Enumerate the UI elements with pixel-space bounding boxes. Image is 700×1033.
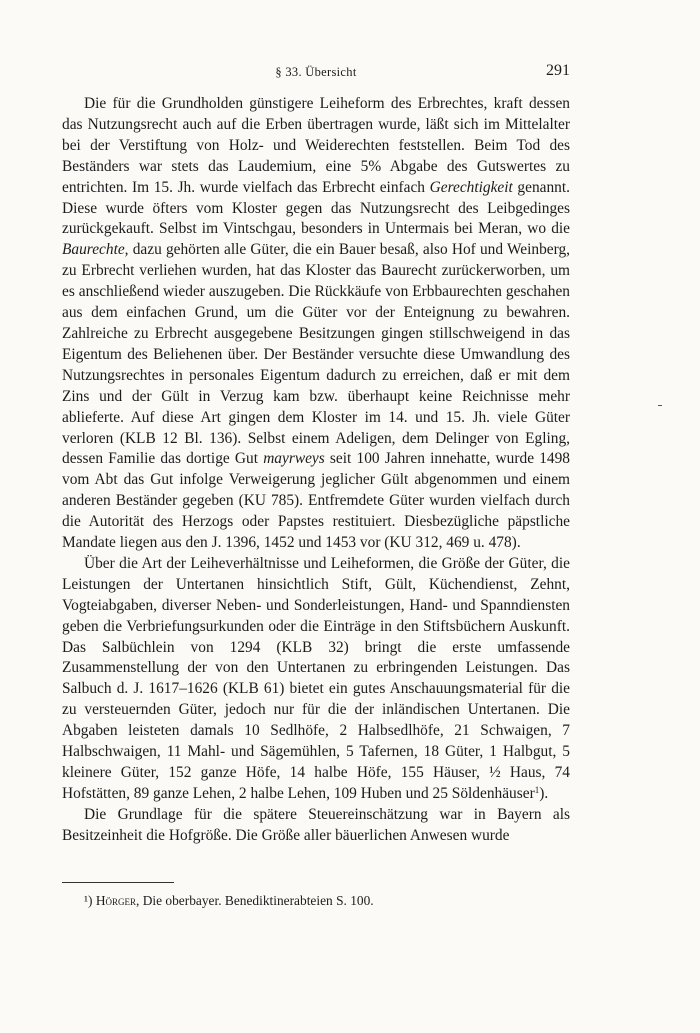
paragraph-text: Über die Art der Leiheverhältnisse und Leiheformen, die Größe der Güter, die Leistungen der Untertanen hinsichtlich Stift, Gült, Küchendienst, Zehnt, Vogteiabgaben, diverser Neben- und Sonderleistungen, Hand- und Spanndiensten geben die Verbriefungsurkunden oder die Einträge in den Stiftsbüchern Auskunft. Das Salbüchlein von 1294 (KLB 32) bringt die erste umfassende Zusammenstellung der von den Untertanen zu erbringenden Leistungen. Das Salbuch d. J. 1617–1626 (KLB 61) bietet ein gutes Anschauungsmaterial für die zu versteuernden Güter, jedoch nur für die der inländischen Untertanen. Die Abgaben leisteten damals 10 Sedlhöfe, 2 Halbsedlhöfe, 21 Schwaigen, 7 Halbschwaigen, 11 Mahl- und Sägemühlen, 5 Tafernen, 18 Güter, 1 Halbgut, 5 kleinere Güter, 152 ganze Höfe, 14 halbe Höfe, 155 Häuser, ½ Haus, 74 Hofstätten, 89 ganze Lehen, 2 halbe Lehen, 109 Huben und 25 Söldenhäuser [62,554,570,802]
footnote-text: , Die oberbayer. Benediktinerabteien S. 100. [136,893,374,908]
footnote [84,892,570,910]
book-page [62,0,570,1033]
page-number: 291 [546,62,570,79]
footnote-marker: ¹) [84,893,93,908]
footnote-divider [62,882,174,883]
body-text [62,94,570,847]
footnote-author: Hörger [95,893,137,908]
running-head [62,62,570,82]
paragraph-text: genannt. Diese wurde öfters vom Kloster gegen das Nutzungsrecht des Leibgedinges zurückgekauft. Selbst im Vintschgau, besonders in Untermais bei Meran, wo die [62,178,570,238]
paragraph-text: seit 100 Jahren innehatte, wurde 1498 vom Abt das Gut infolge Verweigerung jeglicher Gült abgenommen und einem anderen Beständer gegeben (KU 785). Entfremdete Güter wurden vielfach durch die Autorität des Herzogs oder Papstes restituiert. Diesbezügliche päpstliche Mandate liegen aus den J. 1396, 1452 und 1453 vor (KU 312, 469 u. 478). [62,450,570,552]
running-title: § 33. Übersicht [275,65,357,79]
body-paragraph [62,805,570,847]
italic-term: Gerechtigkeit [429,178,513,196]
paragraph-text: dazu gehörten alle Güter, die ein Bauer besaß, also Hof und Weinberg, zu Erbrecht verliehen wurden, hat das Kloster das Baurecht zurückerworben, um es anschließend wieder auszugeben. Die Rückkäufe von Erbbaurechten geschahen aus dem einfachen Grund, um die Güter vor der Enteignung zu bewahren. Zahlreiche zu Erbrecht ausgegebene Besitzungen gingen stillschweigend in das Eigentum des Beliehenen über. Der Beständer versuchte diese Umwandlung des Nutzungsrechtes in personales Eigentum dadurch zu erreichen, daß er mit dem Zins und der Gült in Verzug kam bzw. überhaupt keine Reichnisse mehr ablieferte. Auf diese Art gingen dem Kloster im 14. und 15. Jh. viele Güter verloren (KLB 12 Bl. 136). Selbst einem Adeligen, dem Delinger von Egling, dessen Familie das dortige Gut [62,241,570,468]
paragraph-text: Die Grundlage für die spätere Steuereinschätzung war in Bayern als Besitzeinheit die Hofgröße. Die Größe aller bäuerlichen Anwesen wurde [62,805,570,844]
italic-term: mayrweys [263,450,325,468]
italic-term: Baurechte, [62,241,129,259]
body-paragraph [62,554,570,805]
paragraph-text: ). [539,784,549,802]
paragraph-text: Die für die Grundholden günstigere Leiheform des Erbrechtes, kraft dessen das Nutzungsrecht auch auf die Erben übertragen wurde, läßt sich im Mittelalter bei der Verstiftung von Holz- und Weiderechten feststellen. Beim Tod des Beständers war stets das Laudemium, eine 5% Abgabe des Gutswertes zu entrichten. Im 15. Jh. wurde vielfach das Erbrecht einfach [62,95,570,196]
body-paragraph [62,94,570,554]
footnote-reference: 1 [534,784,540,795]
margin-mark [658,405,662,406]
